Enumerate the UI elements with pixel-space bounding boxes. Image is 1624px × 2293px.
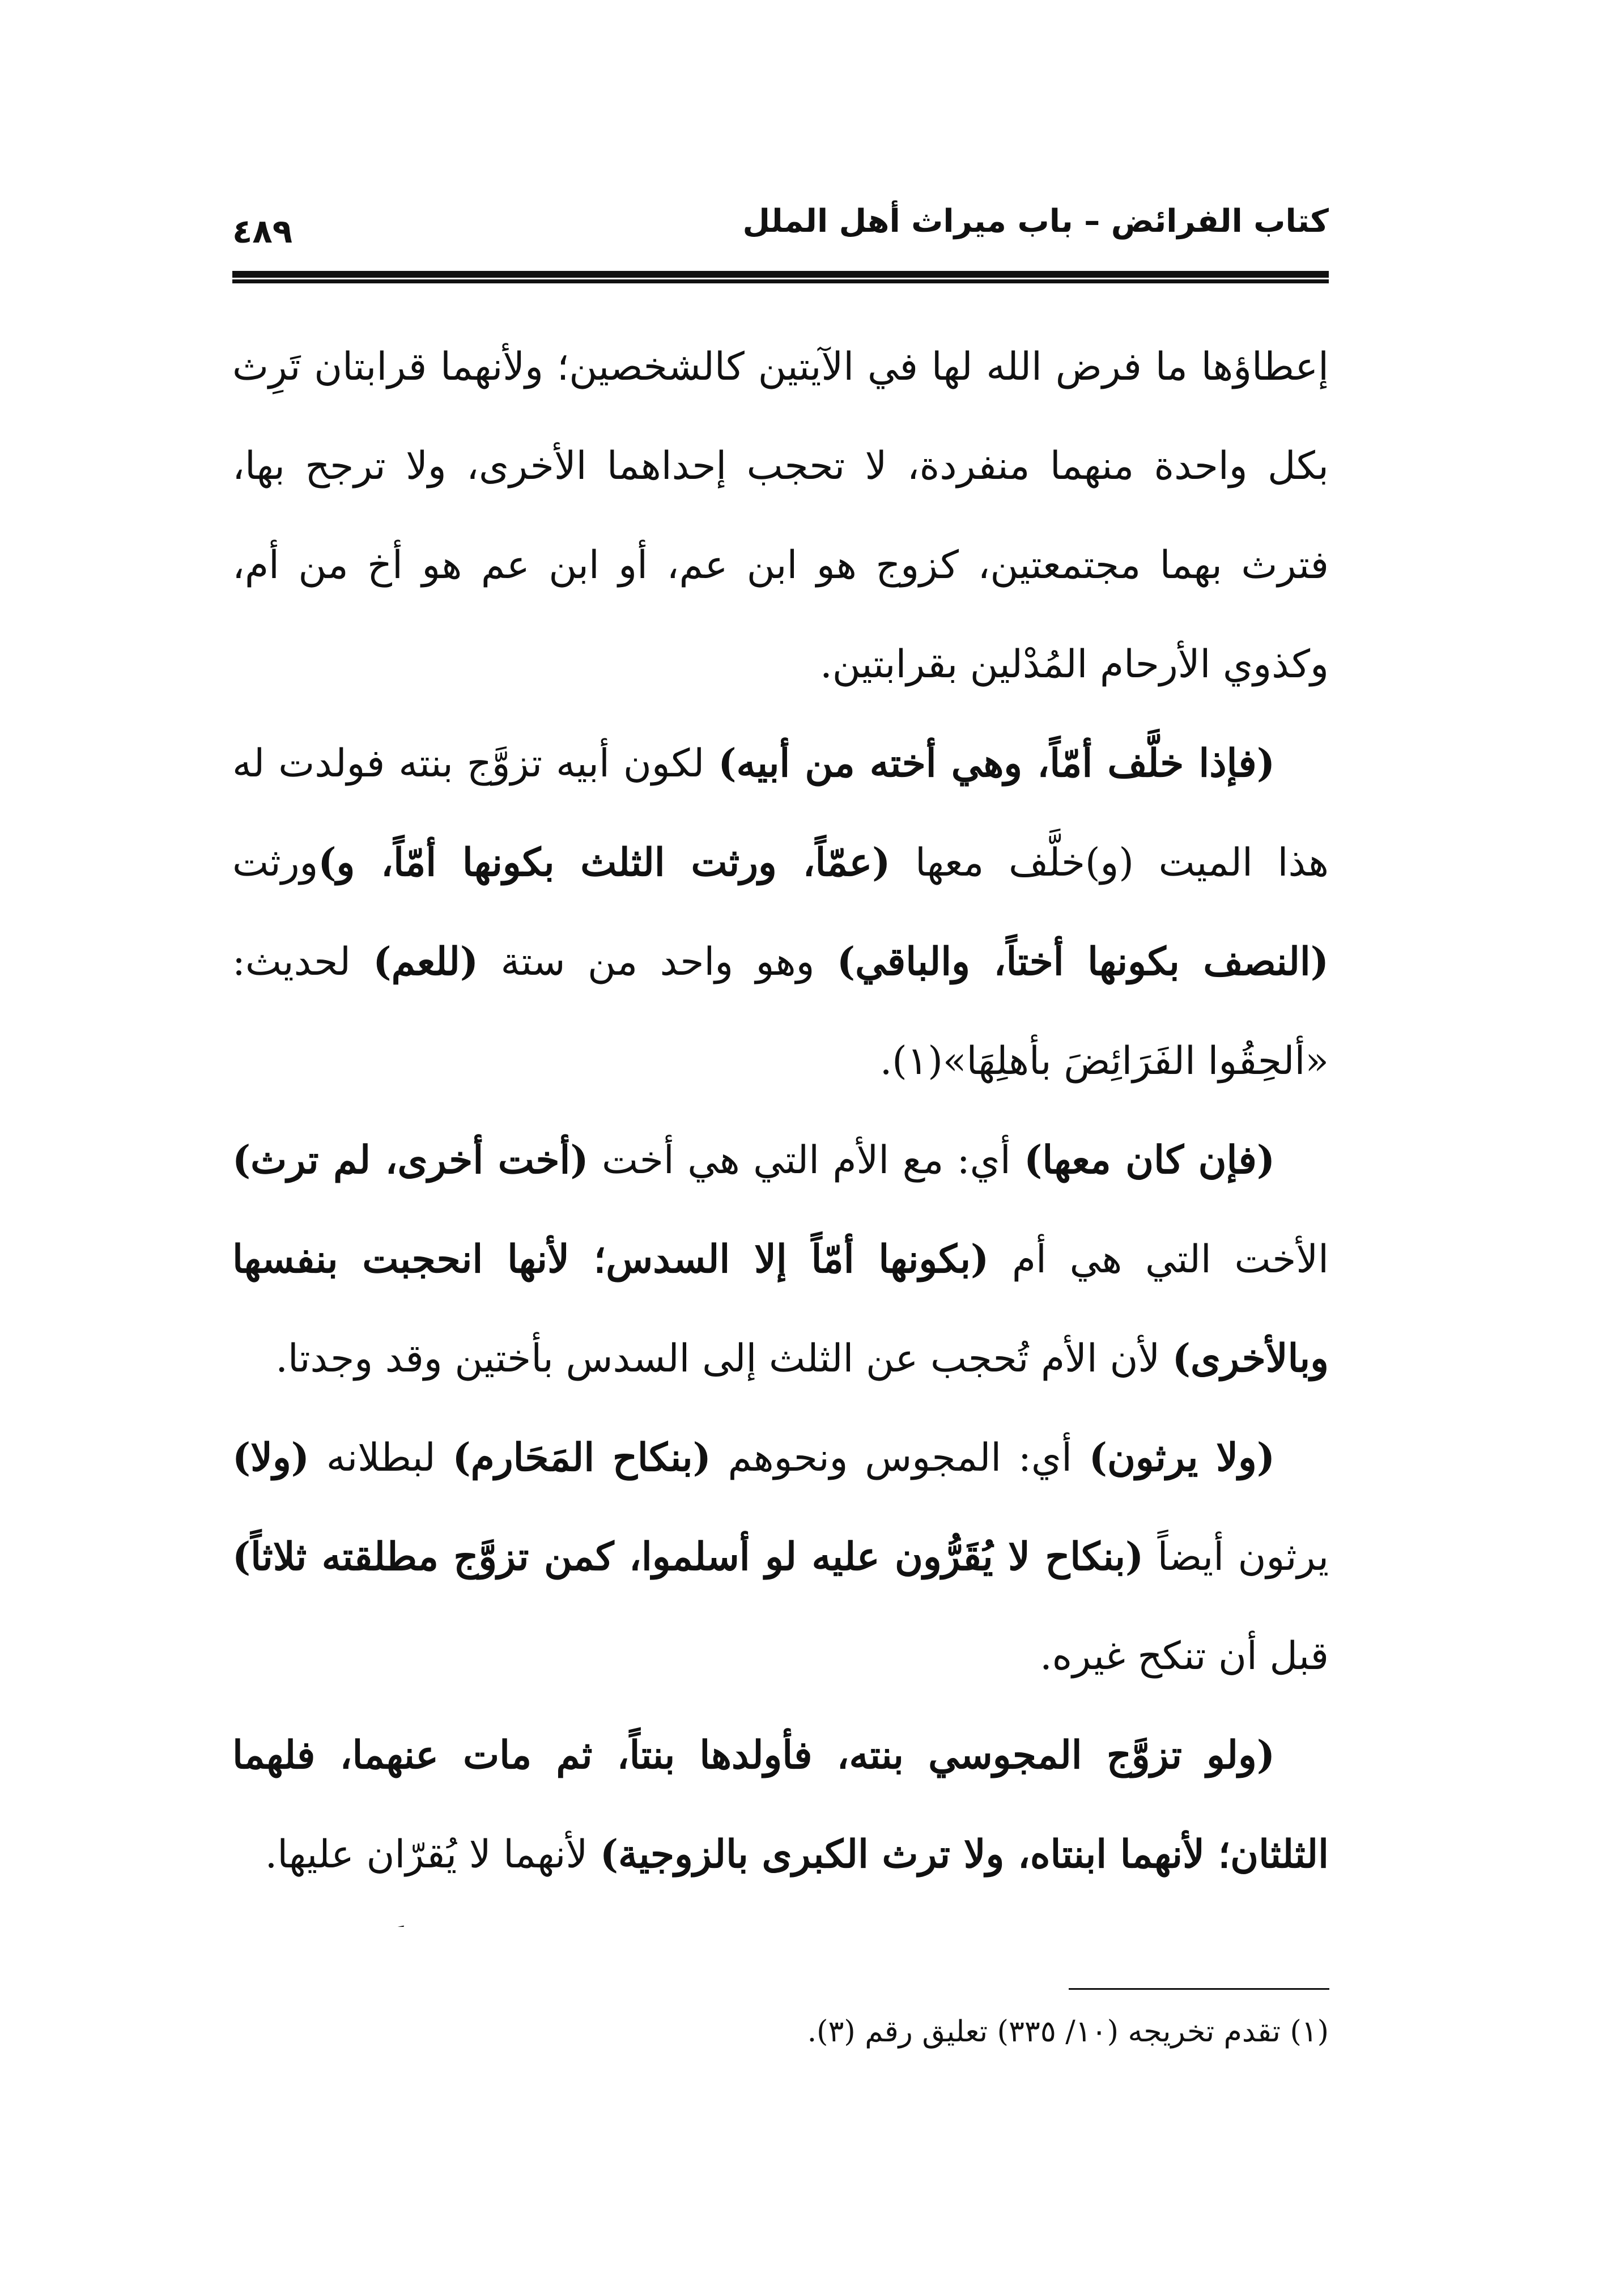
text-segment-bold: (ولا يرثون) [1089, 1435, 1276, 1480]
paragraph-4 [232, 1408, 1329, 1706]
paragraph-6 [232, 1904, 1329, 1927]
text-segment: الأخت التي هي أم [989, 1237, 1329, 1282]
text-segment-bold: (بنكاح لا يُقَرُّون عليه لو أسلموا، كمن تزوَّج مطلقته ثلاثاً) [232, 1534, 1144, 1579]
text-segment: قبل أن تنكح غيره. [1040, 1634, 1329, 1679]
text-segment: (و) [1085, 840, 1134, 885]
text-segment-bold: (ولو تزوَّج المجوسي بنته، فأولدها بنتاً، ثم مات عنهما، فلهما الثلثان؛ لأنهما ابنتاه، ولا ترث الكبرى بالزوجية) [232, 1733, 1329, 1877]
text-segment: لكون أبيه تزوَّج بنته فولدت له هذا الميت [232, 741, 1329, 885]
text-segment: وهو واحد من ستة [478, 940, 837, 984]
text-segment-bold: (بنكاح المَحَارم) [452, 1435, 711, 1480]
footnote: (١) تقدم تخريجه (١٠/ ٣٣٥) تعليق رقم (٣). [807, 2015, 1329, 2049]
text-segment: خلَّف معها [890, 840, 1085, 885]
text-segment: يرثون أيضاً [1143, 1535, 1329, 1579]
running-header [232, 198, 1329, 261]
text-segment: لحديث: «ألحِقُوا الفَرَائِضَ بأهلِهَا»(١). [232, 940, 1329, 1084]
paragraph-1 [232, 317, 1329, 714]
footnote-divider [1069, 1988, 1329, 1990]
text-segment: لبطلانه [309, 1436, 453, 1480]
paragraph-3 [232, 1111, 1329, 1408]
header-divider [232, 271, 1329, 283]
text-segment-bold: (بكونها أمّاً إلا السدس؛ لأنها انحجبت بنفسها وبالأخرى) [232, 1237, 1329, 1381]
text-segment: أي: المجوس ونحوهم [711, 1436, 1089, 1480]
text-segment-bold: (أخت أخرى، لم ترث) [232, 1137, 589, 1183]
text-segment: لأنهما لا يُقرّان عليها. [265, 1832, 600, 1877]
text-segment: ورثت [232, 840, 318, 885]
paragraph-2 [232, 714, 1329, 1111]
text-segment-bold: (فإذا خلَّف أمّاً، وهي أخته من أبيه) [718, 741, 1275, 786]
text-segment: إعطاؤها ما فرض الله لها في الآيتين كالشخصين؛ ولأنهما قرابتان تَرِث بكل واحدة منهما منفردة، لا تحجب إحداهما الأخرى، ولا ترجح بها، فترث بهما مجتمعتين، كزوج هو ابن عم، أو ابن عم هو أخ من أم، وكذوي الأرحام المُدْلين بقرابتين. [232, 345, 1329, 687]
text-segment: أي: مع الأم التي هي أخت [588, 1138, 1024, 1183]
text-segment-bold: (النصف بكونها أختاً، والباقي) [836, 939, 1329, 984]
paragraph-5 [232, 1706, 1329, 1904]
text-segment-bold: (للعم) [373, 939, 479, 984]
text-segment-bold: (فإن كان معها) [1024, 1137, 1276, 1183]
main-text [232, 317, 1329, 1927]
chapter-title: كتاب الفرائض – باب ميراث أهل الملل [742, 203, 1329, 240]
text-segment-bold: (ولا) [232, 1435, 309, 1480]
page-number: ٤٨٩ [232, 212, 293, 250]
text-segment: لأن الأم تُحجب عن الثلث إلى السدس بأختين وقد وجدتا. [275, 1336, 1172, 1381]
text-segment-bold: (عمّاً، ورثت الثلث بكونها أمّاً، و) [318, 840, 891, 885]
